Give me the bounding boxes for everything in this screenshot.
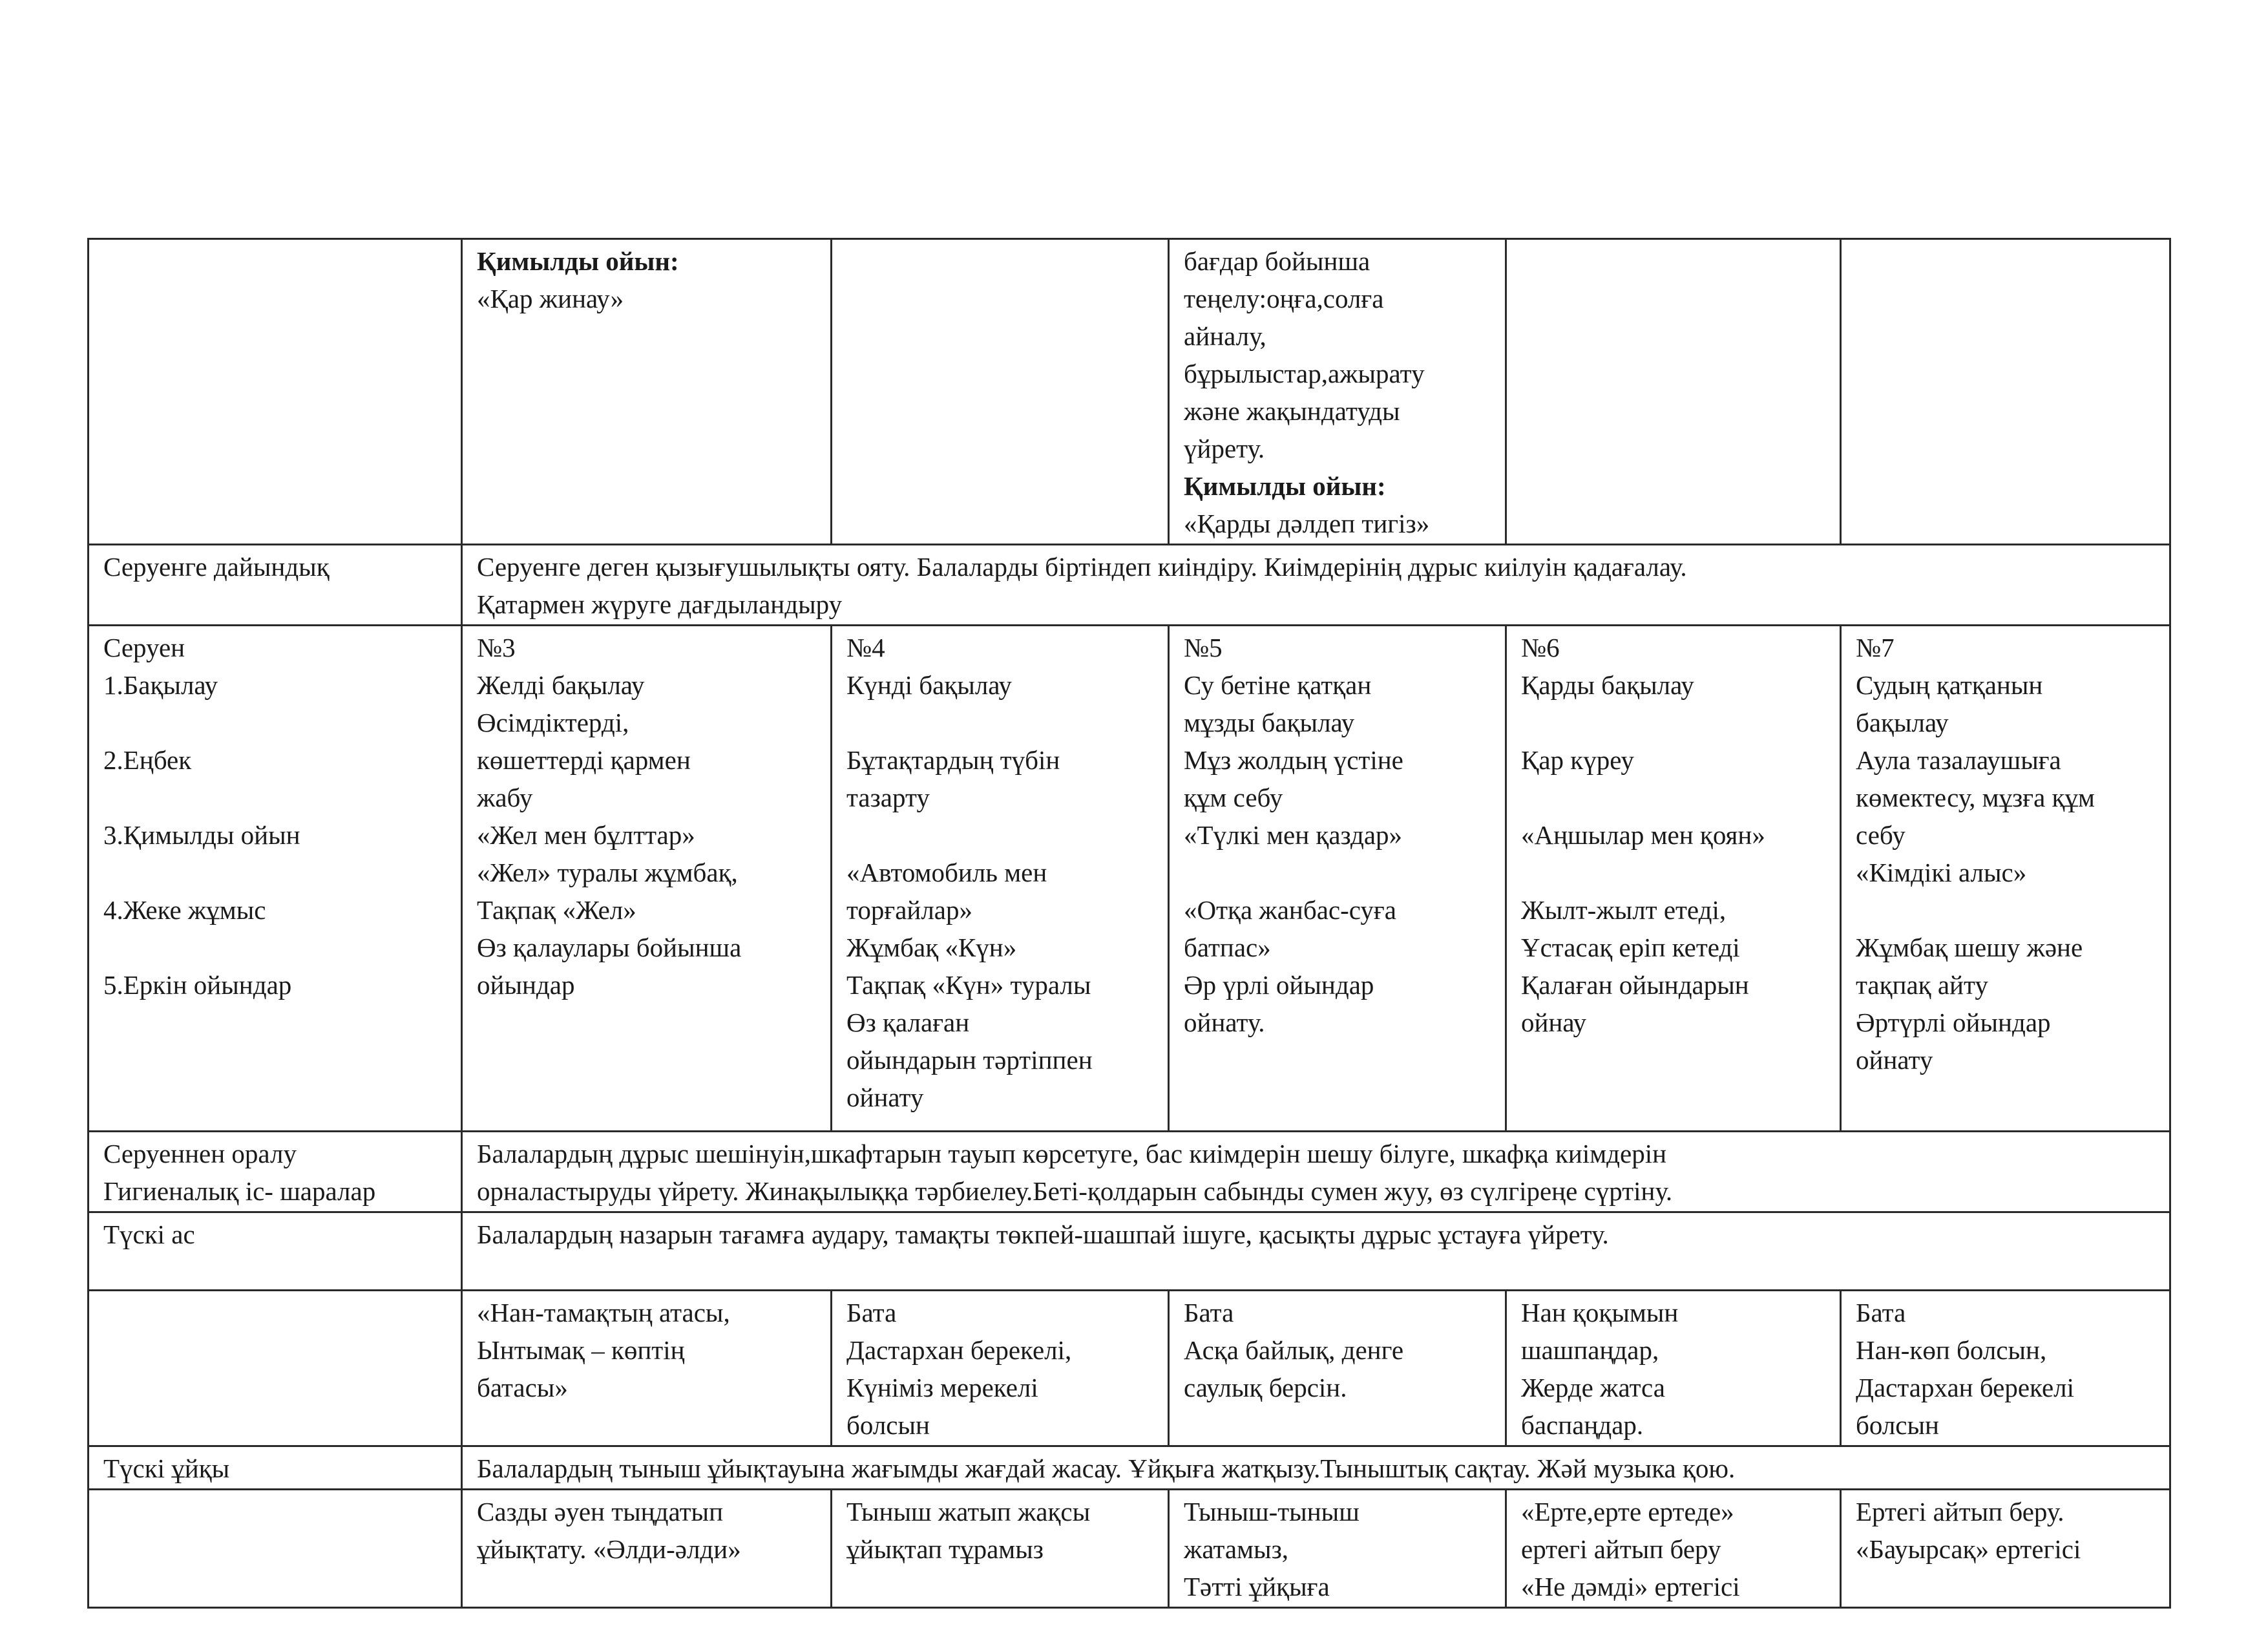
day-cell-4 [1506,1291,1841,1446]
cell-text-line: Балалардың дұрыс шешінуін,шкафтарын тауып көрсетуге, бас киімдерін шешу білуге, шкафқа киімдерін [477,1139,1667,1168]
cell-text-line: «Қар жинау» [477,284,624,313]
cell-text-line: ойындар [477,970,575,1000]
cell-text-line: 1.Бақылау [103,670,218,700]
table-row [89,626,2170,1132]
schedule-table-body [89,239,2170,1608]
cell-text-line: Дастархан берекелі [1856,1373,2074,1402]
cell-text-line: «Жел» туралы жұмбақ, [477,858,738,887]
cell-text-line: «Түлкі мен қаздар» [1184,820,1403,850]
cell-text-line: бақылау [1856,708,1949,737]
row-label-cell [89,1132,462,1212]
cell-text-line: батасы» [477,1373,568,1402]
cell-text-line: Су бетіне қатқан [1184,670,1372,700]
cell-text-line: Серуенге дайындық [103,552,330,582]
cell-text-line: Қимылды ойын: [1184,471,1386,501]
cell-text-line: Түскі ас [103,1220,195,1249]
cell-text-line: Жұмбақ «Күн» [846,933,1017,962]
merged-description-cell [462,1212,2170,1291]
cell-text-line: жабу [477,783,533,812]
day-cell-4 [1506,1490,1841,1608]
table-row [89,1446,2170,1490]
cell-text-line: ұйықтату. «Әлди-әлди» [477,1534,741,1564]
cell-text-line: мұзды бақылау [1184,708,1355,737]
day-cell-1 [462,1291,832,1446]
cell-text-line: №5 [1184,633,1223,662]
cell-text-line: батпас» [1184,933,1271,962]
cell-text-line: жатамыз, [1184,1534,1289,1564]
day-cell-2 [832,626,1169,1132]
cell-text-line: №4 [846,633,885,662]
day-cell-1 [462,626,832,1132]
day-cell-2 [832,239,1169,545]
day-cell-5 [1841,1490,2170,1608]
cell-text-line: Тақпақ «Жел» [477,895,636,925]
cell-text-line: Тақпақ «Күн» туралы [846,970,1091,1000]
cell-text-line: Қимылды ойын: [477,246,679,276]
blank-line [1856,891,2155,929]
cell-text-line: бұрылыстар,ажырату [1184,359,1425,388]
cell-text-line: №7 [1856,633,1895,662]
cell-text-line: саулық берсін. [1184,1373,1347,1402]
cell-text-line: ертегі айтып беру [1521,1534,1721,1564]
table-row [89,239,2170,545]
cell-text-line: ойындарын тәртіппен [846,1045,1093,1075]
cell-text-line: Ертегі айтып беру. [1856,1497,2064,1527]
cell-text-line: теңелу:оңға,солға [1184,284,1384,313]
row-label-cell [89,1291,462,1446]
cell-text-line: Ұстасақ еріп кетеді [1521,933,1740,962]
day-cell-5 [1841,1291,2170,1446]
day-cell-5 [1841,239,2170,545]
cell-text-line: 5.Еркін ойындар [103,970,292,1000]
cell-text-line: «Кімдікі алыс» [1856,858,2027,887]
cell-text-line: Күнді бақылау [846,670,1012,700]
row-label-cell [89,626,462,1132]
cell-text-line: Әр үрлі ойындар [1184,970,1374,1000]
cell-text-line: Судың қатқанын [1856,670,2043,700]
cell-text-line: ұйықтап тұрамыз [846,1534,1044,1564]
cell-text-line: «Не дәмді» ертегісі [1521,1572,1740,1601]
cell-text-line: Өсімдіктерді, [477,708,629,737]
cell-text-line: баспаңдар. [1521,1410,1644,1440]
merged-description-cell [462,545,2170,626]
cell-text-line: 3.Қимылды ойын [103,820,300,850]
cell-text-line: ойнату. [1184,1008,1265,1037]
day-cell-2 [832,1490,1169,1608]
row-label-cell [89,1490,462,1608]
day-cell-4 [1506,626,1841,1132]
cell-text-line: Ынтымақ – көптің [477,1335,685,1365]
cell-text-line: Өз қалаған [846,1008,970,1037]
cell-text-line: Өз қалаулары бойынша [477,933,742,962]
cell-text-line: Тыныш-тыныш [1184,1497,1360,1527]
cell-text-line: Қарды бақылау [1521,670,1694,700]
cell-text-line: Балалардың тыныш ұйықтауына жағымды жағдай жасау. Ұйқыға жатқызу.Тыныштық сақтау. Жәй музыка қою. [477,1453,1736,1483]
cell-text-line: Тыныш жатып жақсы [846,1497,1091,1527]
cell-text-line: Балалардың назарын тағамға аудару, тамақты төкпей-шашпай ішуге, қасықты дұрыс ұстауға үйрету. [477,1220,1609,1249]
blank-line [103,704,446,741]
cell-text-line: Серуен [103,633,185,662]
cell-text-line: Түскі ұйқы [103,1453,230,1483]
cell-text-line: тазарту [846,783,930,812]
cell-text-line: құм себу [1184,783,1283,812]
cell-text-line: №3 [477,633,516,662]
cell-text-line: тақпақ айту [1856,970,1988,1000]
cell-text-line: «Нан-тамақтың атасы, [477,1298,730,1327]
day-cell-3 [1169,239,1506,545]
cell-text-line: Дастархан берекелі, [846,1335,1072,1365]
cell-text-line: көмектесу, мұзға құм [1856,783,2095,812]
blank-line [103,779,446,816]
cell-text-line: Нан қоқымын [1521,1298,1679,1327]
merged-description-cell [462,1446,2170,1490]
cell-text-line: 4.Жеке жұмыс [103,895,266,925]
blank-line [1521,779,1825,816]
day-cell-2 [832,1291,1169,1446]
merged-description-cell [462,1132,2170,1212]
cell-text-line: болсын [846,1410,930,1440]
day-cell-1 [462,1490,832,1608]
cell-text-line: Бата [1856,1298,1906,1327]
schedule-table [87,238,2171,1609]
cell-text-line: Гигиеналық іс- шаралар [103,1176,376,1206]
cell-text-line: Асқа байлық, денге [1184,1335,1404,1365]
cell-text-line: №6 [1521,633,1560,662]
cell-text-line: Күніміз мерекелі [846,1373,1038,1402]
cell-text-line: «Бауырсақ» ертегісі [1856,1534,2081,1564]
table-row [89,545,2170,626]
cell-text-line: Әртүрлі ойындар [1856,1008,2051,1037]
cell-text-line: «Жел мен бұлттар» [477,820,695,850]
table-row [89,1132,2170,1212]
cell-text-line: бағдар бойынша [1184,246,1370,276]
blank-line [1521,854,1825,891]
blank-line [846,704,1153,741]
cell-text-line: Сазды әуен тыңдатып [477,1497,724,1527]
table-row [89,1490,2170,1608]
cell-text-line: болсын [1856,1410,1939,1440]
row-label-cell [89,545,462,626]
day-cell-3 [1169,626,1506,1132]
cell-text-line: Серуеннен оралу [103,1139,297,1168]
cell-text-line: Қалаған ойындарын [1521,970,1749,1000]
cell-text-line: Желді бақылау [477,670,645,700]
cell-text-line: Нан-көп болсын, [1856,1335,2047,1365]
cell-text-line: Бата [1184,1298,1234,1327]
cell-text-line: Қар күреу [1521,745,1634,775]
cell-text-line: «Қарды дәлдеп тигіз» [1184,509,1430,538]
cell-text-line: «Ерте,ерте ертеде» [1521,1497,1734,1527]
cell-text-line: ойнату [846,1083,924,1112]
cell-text-line: 2.Еңбек [103,745,192,775]
cell-text-line: ойнату [1856,1045,1933,1075]
blank-line [103,929,446,966]
cell-text-line: және жақындатуды [1184,396,1400,426]
cell-text-line: шашпаңдар, [1521,1335,1659,1365]
cell-text-line: Жылт-жылт етеді, [1521,895,1727,925]
cell-text-line: орналастыруды үйрету. Жинақылыққа тәрбиелеу.Беті-қолдарын сабынды сумен жуу, өз сүлгіреңе сүртіну. [477,1176,1673,1206]
day-cell-1 [462,239,832,545]
cell-text-line: «Отқа жанбас-суға [1184,895,1396,925]
cell-text-line: айналу, [1184,321,1266,351]
cell-text-line: Бұтақтардың түбін [846,745,1060,775]
cell-text-line: көшеттерді қармен [477,745,691,775]
day-cell-4 [1506,239,1841,545]
table-row [89,1291,2170,1446]
cell-text-line: Тәтті ұйқыға [1184,1572,1330,1601]
cell-text-line: Қатармен жүруге дағдыландыру [477,589,843,619]
table-row [89,1212,2170,1291]
blank-line [846,816,1153,854]
cell-text-line: Мұз жолдың үстіне [1184,745,1403,775]
cell-text-line: Бата [846,1298,897,1327]
blank-line [103,854,446,891]
blank-line [1521,704,1825,741]
row-label-cell [89,1212,462,1291]
row-label-cell [89,239,462,545]
cell-text-line: Жерде жатса [1521,1373,1665,1402]
cell-text-line: торғайлар» [846,895,972,925]
day-cell-5 [1841,626,2170,1132]
cell-text-line: Жұмбақ шешу және [1856,933,2083,962]
cell-text-line: ойнау [1521,1008,1586,1037]
blank-line [1184,854,1491,891]
cell-text-line: үйрету. [1184,434,1265,463]
day-cell-3 [1169,1291,1506,1446]
day-cell-3 [1169,1490,1506,1608]
cell-text-line: «Автомобиль мен [846,858,1047,887]
row-label-cell [89,1446,462,1490]
cell-text-line: Аула тазалаушыға [1856,745,2061,775]
cell-text-line: Серуенге деген қызығушылықты ояту. Балаларды біртіндеп киіндіру. Киімдерінің дұрыс киілуін қадағалау. [477,552,1687,582]
cell-text-line: «Аңшылар мен қоян» [1521,820,1765,850]
cell-text-line: себу [1856,820,1906,850]
